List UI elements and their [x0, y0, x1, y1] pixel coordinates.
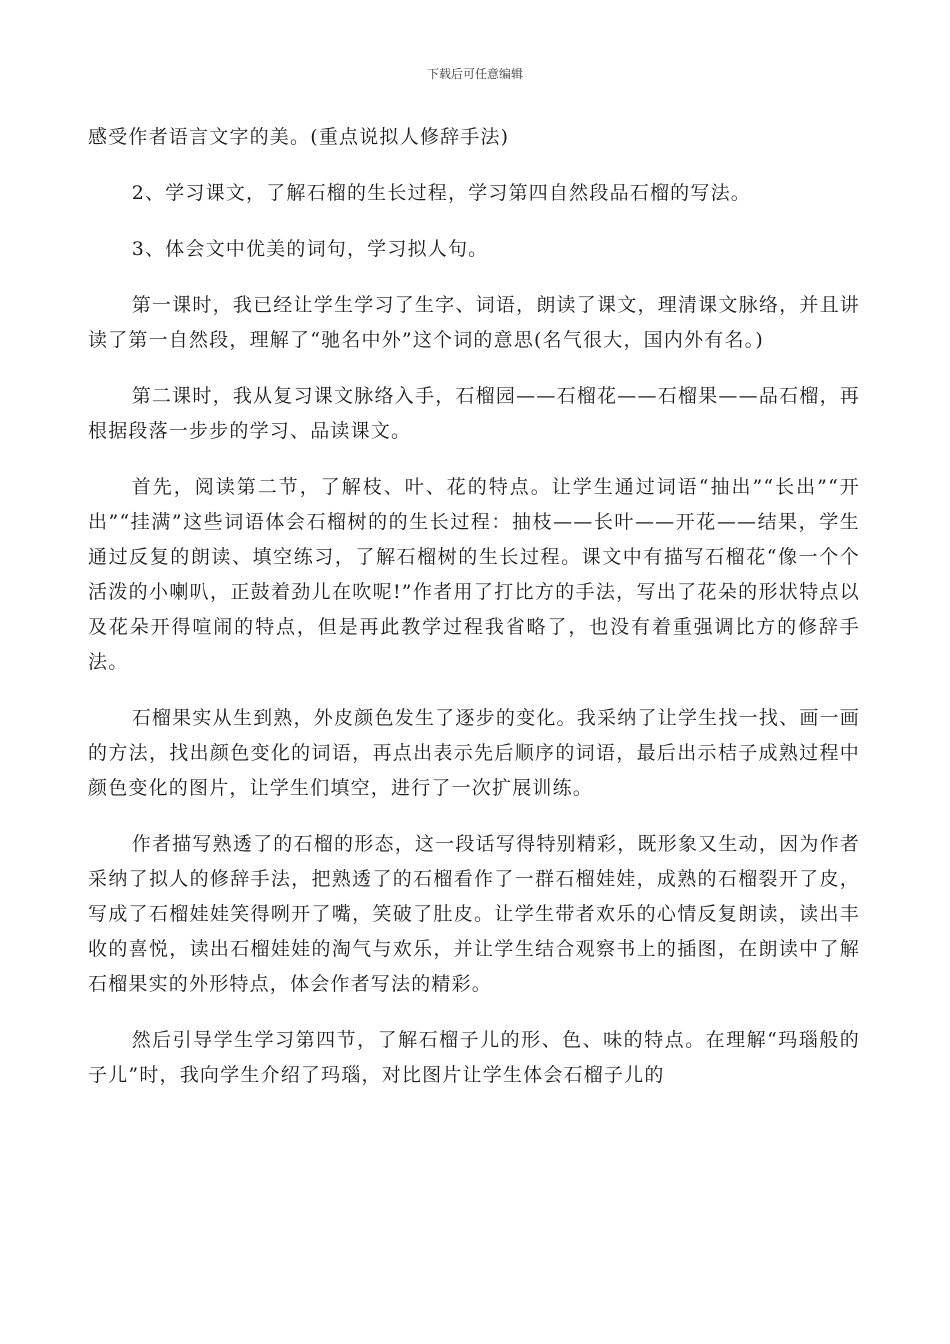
- paragraph-7: 石榴果实从生到熟，外皮颜色发生了逐步的变化。我采纳了让学生找一找、画一画的方法，找出颜色变化的词语，再点出表示先后顺序的词语，最后出示桔子成熟过程中颜色变化的图片，让学生们填空，进行了一次扩展训练。: [88, 707, 860, 799]
- paragraph-9: 然后引导学生学习第四节，了解石榴子儿的形、色、味的特点。在理解“玛瑙般的子儿”时，我向学生介绍了玛瑙，对比图片让学生体会石榴子儿的: [88, 1029, 860, 1086]
- paragraph-1: 感受作者语言文字的美。(重点说拟人修辞手法): [88, 126, 510, 148]
- paragraph-5: 第二课时，我从复习课文脉络入手，石榴园——石榴花——石榴果——品石榴，再根据段落一步步的学习、品读课文。: [88, 385, 860, 442]
- page-header-note: 下载后可任意编辑: [426, 67, 523, 81]
- paragraph-3: 3、体会文中优美的词句，学习拟人句。: [131, 238, 489, 260]
- paragraph-4: 第一课时，我已经让学生学习了生字、词语，朗读了课文，理清课文脉络，并且讲读了第一自然段，理解了“驰名中外”这个词的意思(名气很大，国内外有名。): [88, 294, 860, 351]
- paragraph-6: 首先，阅读第二节，了解枝、叶、花的特点。让学生通过词语“抽出”“长出”“开出”“挂满”这些词语体会石榴树的的生长过程：抽枝——长叶——开花——结果，学生通过反复的朗读、填空练习，了解石榴树的生长过程。课文中有描写石榴花“像一个个活泼的小喇叭，正鼓着劲儿在吹呢!”作者用了打比方的手法，写出了花朵的形状特点以及花朵开得喧闹的特点，但是再此教学过程我省略了，也没有着重强调比方的修辞手法。: [88, 476, 860, 673]
- paragraph-2: 2、学习课文，了解石榴的生长过程，学习第四自然段品石榴的写法。: [131, 182, 751, 204]
- document-body: [88, 120, 860, 1114]
- paragraph-8: 作者描写熟透了的石榴的形态，这一段话写得特别精彩，既形象又生动，因为作者采纳了拟人的修辞手法，把熟透了的石榴看作了一群石榴娃娃，成熟的石榴裂开了皮，写成了石榴娃娃笑得咧开了嘴，笑破了肚皮。让学生带者欢乐的心情反复朗读，读出丰收的喜悦，读出石榴娃娃的淘气与欢乐，并让学生结合观察书上的插图，在朗读中了解石榴果实的外形特点，体会作者写法的精彩。: [88, 833, 860, 995]
